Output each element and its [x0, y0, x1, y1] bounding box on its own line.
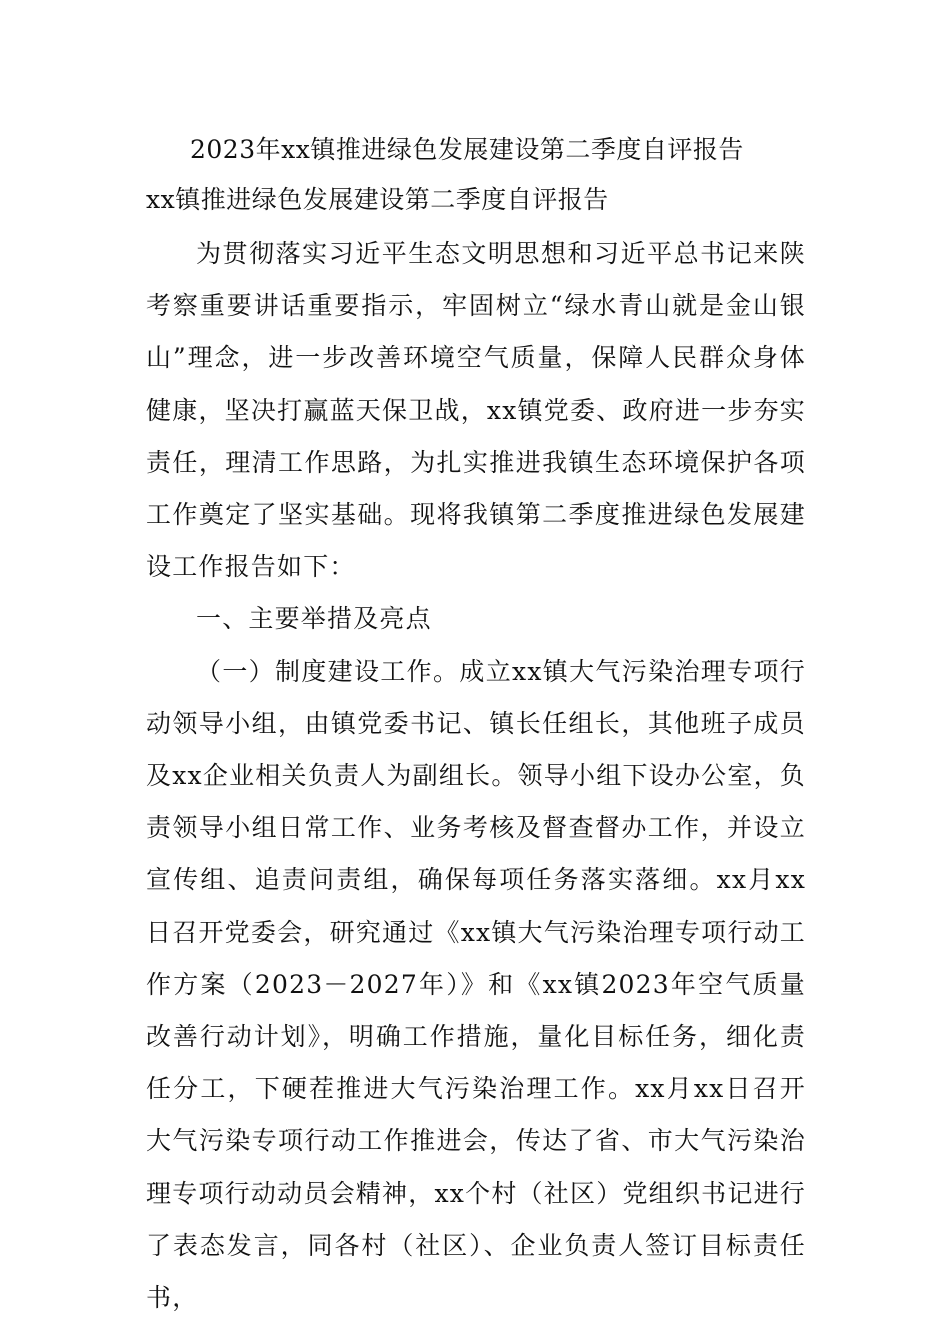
document-body [146, 228, 806, 1324]
section-heading-main-measures: 一、主要举措及亮点 [196, 604, 432, 634]
system-building-paragraph: （一）制度建设工作。成立xx镇大气污染治理专项行动领导小组，由镇党委书记、镇长任组长，其他班子成员及xx企业相关负责人为副组长。领导小组下设办公室，负责领导小组日常工作、业务考核及督查督办工作，并设立宣传组、追责问责组，确保每项任务落实落细。xx月xx日召开党委会，研究通过《xx镇大气污染治理专项行动工作方案（2023－2027年）》和《xx镇2023年空气质量改善行动计划》，明确工作措施，量化目标任务，细化责任分工，下硬茬推进大气污染治理工作。xx月xx日召开大气污染专项行动工作推进会，传达了省、市大气污染治理专项行动动员会精神，xx个村（社区）党组织书记进行了表态发言，同各村（社区）、企业负责人签订目标责任书， [146, 656, 806, 1313]
intro-paragraph: 为贯彻落实习近平生态文明思想和习近平总书记来陕考察重要讲话重要指示，牢固树立“绿水青山就是金山银山”理念，进一步改善环境空气质量，保障人民群众身体健康，坚决打赢蓝天保卫战，xx镇党委、政府进一步夯实责任，理清工作思路，为扎实推进我镇生态环境保护各项工作奠定了坚实基础。现将我镇第二季度推进绿色发展建设工作报告如下： [146, 239, 806, 582]
document-title: 2023年xx镇推进绿色发展建设第二季度自评报告 [190, 135, 744, 164]
document-subtitle: xx镇推进绿色发展建设第二季度自评报告 [146, 185, 609, 214]
